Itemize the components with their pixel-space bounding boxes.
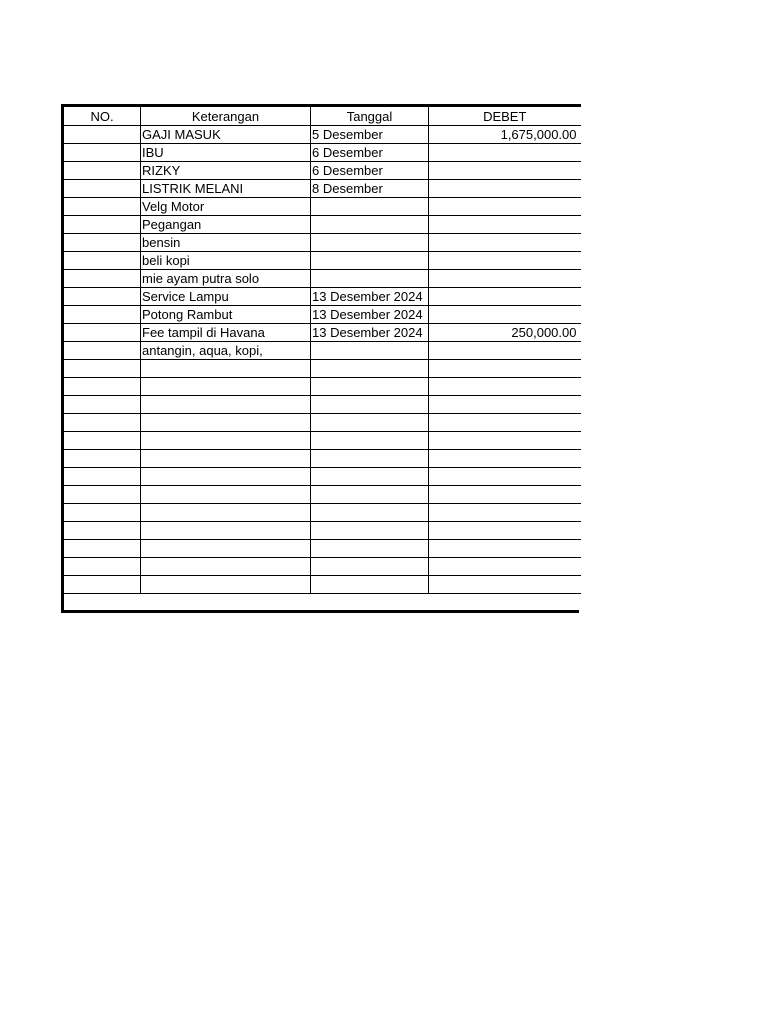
cell-keterangan[interactable] [141, 414, 311, 432]
table-row [63, 162, 581, 180]
cell-keterangan[interactable]: Velg Motor [141, 198, 311, 216]
cell-keterangan[interactable]: antangin, aqua, kopi, [141, 342, 311, 360]
table-row [63, 288, 581, 306]
table-row [63, 216, 581, 234]
cell-debet[interactable] [429, 576, 581, 594]
cell-keterangan[interactable] [141, 432, 311, 450]
cell-keterangan[interactable] [141, 468, 311, 486]
cell-tanggal[interactable] [311, 522, 429, 540]
table-row [63, 396, 581, 414]
cell-debet[interactable] [429, 468, 581, 486]
cell-keterangan[interactable]: mie ayam putra solo [141, 270, 311, 288]
cell-no[interactable] [63, 414, 141, 432]
cell-debet[interactable] [429, 198, 581, 216]
cell-tanggal[interactable]: 13 Desember 2024 [311, 288, 429, 306]
cell-debet[interactable] [429, 540, 581, 558]
cell-keterangan[interactable]: IBU [141, 144, 311, 162]
cell-debet[interactable] [429, 378, 581, 396]
cell-tanggal[interactable] [311, 234, 429, 252]
cell-tanggal[interactable] [311, 378, 429, 396]
cell-debet[interactable] [429, 450, 581, 468]
cell-debet[interactable] [429, 504, 581, 522]
table-row [63, 180, 581, 198]
cell-tanggal[interactable]: 13 Desember 2024 [311, 306, 429, 324]
cell-debet[interactable] [429, 180, 581, 198]
cell-tanggal[interactable] [311, 468, 429, 486]
cell-tanggal[interactable] [311, 396, 429, 414]
cell-no[interactable] [63, 432, 141, 450]
cell-keterangan[interactable] [141, 522, 311, 540]
cell-keterangan[interactable] [141, 558, 311, 576]
cell-tanggal[interactable]: 6 Desember [311, 144, 429, 162]
cell-tanggal[interactable] [311, 360, 429, 378]
cell-debet[interactable] [429, 162, 581, 180]
cell-keterangan[interactable] [141, 396, 311, 414]
cell-debet[interactable] [429, 144, 581, 162]
table-row [63, 234, 581, 252]
cell-no[interactable] [63, 252, 141, 270]
cell-debet[interactable] [429, 252, 581, 270]
cell-tanggal[interactable]: 8 Desember [311, 180, 429, 198]
cell-no[interactable] [63, 342, 141, 360]
cell-debet[interactable] [429, 522, 581, 540]
cell-no[interactable] [63, 144, 141, 162]
cell-debet[interactable]: 1,675,000.00 [429, 126, 581, 144]
cell-keterangan[interactable]: Potong Rambut [141, 306, 311, 324]
ledger-table [61, 104, 581, 594]
table-row [63, 504, 581, 522]
cell-debet[interactable] [429, 396, 581, 414]
cell-debet[interactable] [429, 360, 581, 378]
cell-no[interactable] [63, 270, 141, 288]
cell-debet[interactable] [429, 486, 581, 504]
table-row [63, 360, 581, 378]
table-row [63, 378, 581, 396]
table-row [63, 252, 581, 270]
cell-tanggal[interactable] [311, 342, 429, 360]
table-row [63, 486, 581, 504]
header-keterangan: Keterangan [141, 106, 311, 126]
cell-no[interactable] [63, 180, 141, 198]
cell-keterangan[interactable] [141, 540, 311, 558]
header-no: NO. [63, 106, 141, 126]
cell-keterangan[interactable]: RIZKY [141, 162, 311, 180]
cell-no[interactable] [63, 360, 141, 378]
table-row [63, 198, 581, 216]
cell-no[interactable] [63, 234, 141, 252]
cell-keterangan[interactable] [141, 360, 311, 378]
cell-tanggal[interactable] [311, 450, 429, 468]
cell-keterangan[interactable]: bensin [141, 234, 311, 252]
cell-keterangan[interactable]: Service Lampu [141, 288, 311, 306]
table-row [63, 522, 581, 540]
cell-debet[interactable] [429, 234, 581, 252]
table-row [63, 144, 581, 162]
cell-tanggal[interactable] [311, 576, 429, 594]
cell-keterangan[interactable] [141, 378, 311, 396]
cell-debet[interactable] [429, 216, 581, 234]
cell-no[interactable] [63, 558, 141, 576]
cell-keterangan[interactable] [141, 504, 311, 522]
cell-tanggal[interactable] [311, 504, 429, 522]
cell-keterangan[interactable]: LISTRIK MELANI [141, 180, 311, 198]
cell-debet[interactable] [429, 270, 581, 288]
cell-tanggal[interactable]: 6 Desember [311, 162, 429, 180]
table-row [63, 306, 581, 324]
cell-tanggal[interactable] [311, 540, 429, 558]
cell-tanggal[interactable] [311, 252, 429, 270]
cell-tanggal[interactable] [311, 270, 429, 288]
cell-tanggal[interactable]: 13 Desember 2024 [311, 324, 429, 342]
cell-debet[interactable] [429, 558, 581, 576]
cell-no[interactable] [63, 216, 141, 234]
cell-debet[interactable] [429, 306, 581, 324]
cell-tanggal[interactable] [311, 486, 429, 504]
table-row [63, 324, 581, 342]
cell-tanggal[interactable] [311, 558, 429, 576]
cell-tanggal[interactable] [311, 216, 429, 234]
cell-debet[interactable] [429, 288, 581, 306]
header-row [63, 106, 581, 126]
cell-tanggal[interactable]: 5 Desember [311, 126, 429, 144]
cell-no[interactable] [63, 126, 141, 144]
table-row [63, 468, 581, 486]
table-row [63, 558, 581, 576]
table-footer-border [61, 594, 579, 613]
cell-no[interactable] [63, 324, 141, 342]
cell-tanggal[interactable] [311, 198, 429, 216]
cell-keterangan[interactable] [141, 486, 311, 504]
cell-no[interactable] [63, 306, 141, 324]
cell-no[interactable] [63, 486, 141, 504]
header-debet: DEBET [429, 106, 581, 126]
cell-keterangan[interactable]: Fee tampil di Havana [141, 324, 311, 342]
cell-tanggal[interactable] [311, 432, 429, 450]
cell-no[interactable] [63, 450, 141, 468]
ledger-sheet [61, 104, 579, 613]
cell-debet[interactable] [429, 432, 581, 450]
table-row [63, 540, 581, 558]
cell-no[interactable] [63, 540, 141, 558]
cell-debet[interactable] [429, 342, 581, 360]
cell-no[interactable] [63, 162, 141, 180]
cell-no[interactable] [63, 198, 141, 216]
cell-debet[interactable]: 250,000.00 [429, 324, 581, 342]
cell-keterangan[interactable]: Pegangan [141, 216, 311, 234]
table-row [63, 126, 581, 144]
table-body [63, 126, 581, 594]
cell-debet[interactable] [429, 414, 581, 432]
cell-keterangan[interactable]: GAJI MASUK [141, 126, 311, 144]
table-row [63, 576, 581, 594]
header-tanggal: Tanggal [311, 106, 429, 126]
table-row [63, 414, 581, 432]
cell-keterangan[interactable]: beli kopi [141, 252, 311, 270]
cell-no[interactable] [63, 396, 141, 414]
cell-tanggal[interactable] [311, 414, 429, 432]
cell-no[interactable] [63, 576, 141, 594]
cell-no[interactable] [63, 504, 141, 522]
cell-no[interactable] [63, 378, 141, 396]
cell-no[interactable] [63, 468, 141, 486]
table-row [63, 342, 581, 360]
table-row [63, 432, 581, 450]
cell-keterangan[interactable] [141, 450, 311, 468]
table-row [63, 270, 581, 288]
table-header [63, 106, 581, 126]
cell-keterangan[interactable] [141, 576, 311, 594]
cell-no[interactable] [63, 288, 141, 306]
table-row [63, 450, 581, 468]
cell-no[interactable] [63, 522, 141, 540]
